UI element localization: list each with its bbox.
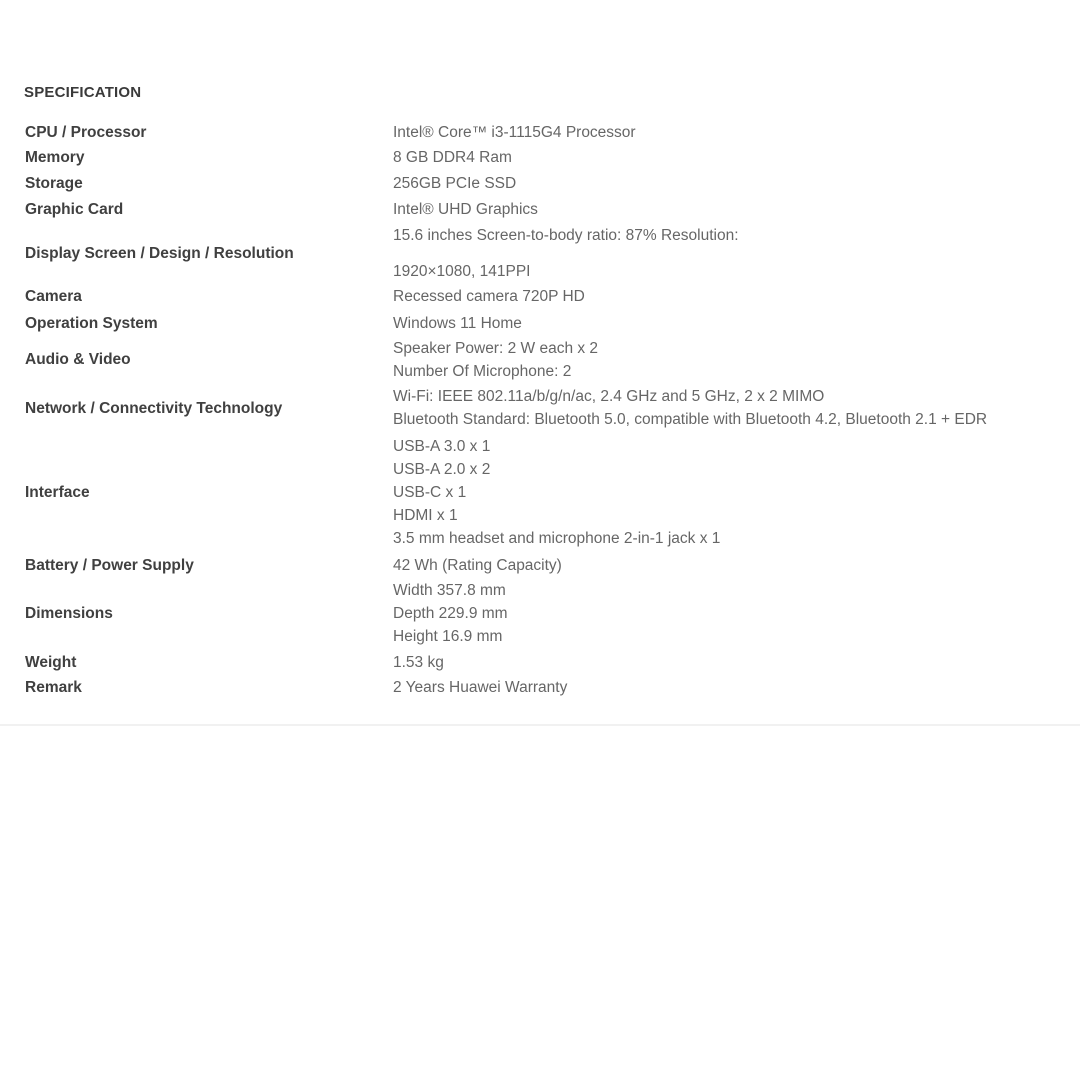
spec-values xyxy=(393,146,1073,169)
spec-row-display xyxy=(0,224,1080,284)
spec-value: USB-C x 1 xyxy=(393,484,467,501)
spec-value: 1920×1080, 141PPI xyxy=(393,263,531,280)
spec-value: USB-A 3.0 x 1 xyxy=(393,438,491,455)
spec-row-storage xyxy=(0,172,1080,195)
spec-value: Width 357.8 mm xyxy=(393,582,506,599)
spec-label: Storage xyxy=(25,175,83,192)
spec-values xyxy=(393,579,1073,648)
spec-label: CPU / Processor xyxy=(25,124,147,141)
spec-label: Operation System xyxy=(25,315,158,332)
section-heading: SPECIFICATION xyxy=(24,84,142,101)
spec-label: Graphic Card xyxy=(25,201,124,218)
spec-values xyxy=(393,385,1073,431)
spec-row-audio-video xyxy=(0,337,1080,383)
spec-value: Number Of Microphone: 2 xyxy=(393,363,572,380)
spec-label: Camera xyxy=(25,288,82,305)
spec-value: Wi-Fi: IEEE 802.11a/b/g/n/ac, 2.4 GHz and 5 GHz, 2 x 2 MIMO xyxy=(393,388,825,405)
spec-value: Height 16.9 mm xyxy=(393,628,503,645)
spec-label: Dimensions xyxy=(25,605,113,622)
spec-value: 15.6 inches Screen-to-body ratio: 87% Resolution: xyxy=(393,227,739,244)
spec-value: Recessed camera 720P HD xyxy=(393,288,585,305)
spec-value: 8 GB DDR4 Ram xyxy=(393,149,512,166)
spec-value: Intel® UHD Graphics xyxy=(393,201,538,218)
spec-values xyxy=(393,224,1073,283)
spec-row-remark xyxy=(0,676,1080,699)
spec-row-graphic-card xyxy=(0,198,1080,221)
spec-label: Weight xyxy=(25,654,77,671)
spec-row-cpu xyxy=(0,121,1080,144)
spec-row-operation-system xyxy=(0,312,1080,335)
spec-value: USB-A 2.0 x 2 xyxy=(393,461,491,478)
spec-value: 2 Years Huawei Warranty xyxy=(393,679,568,696)
spec-label: Remark xyxy=(25,679,82,696)
spec-row-dimensions xyxy=(0,579,1080,648)
spec-row-interface xyxy=(0,435,1080,550)
spec-value: Bluetooth Standard: Bluetooth 5.0, compatible with Bluetooth 4.2, Bluetooth 2.1 + EDR xyxy=(393,411,988,428)
spec-label: Memory xyxy=(25,149,85,166)
spec-label: Display Screen / Design / Resolution xyxy=(25,245,294,262)
spec-values xyxy=(393,676,1073,699)
spec-row-memory xyxy=(0,146,1080,169)
spec-values xyxy=(393,121,1073,144)
spec-values xyxy=(393,554,1073,577)
spec-row-weight xyxy=(0,651,1080,674)
spec-value: Depth 229.9 mm xyxy=(393,605,508,622)
spec-label: Network / Connectivity Technology xyxy=(25,400,283,417)
spec-row-camera xyxy=(0,285,1080,308)
spec-value: 3.5 mm headset and microphone 2-in-1 jack x 1 xyxy=(393,530,721,547)
spec-value: 256GB PCIe SSD xyxy=(393,175,517,192)
spec-values xyxy=(393,651,1073,674)
spec-values xyxy=(393,435,1073,550)
spec-value: Speaker Power: 2 W each x 2 xyxy=(393,340,599,357)
spec-value: 42 Wh (Rating Capacity) xyxy=(393,557,562,574)
spec-values xyxy=(393,312,1073,335)
spec-value: Intel® Core™ i3-1115G4 Processor xyxy=(393,124,636,141)
spec-row-battery xyxy=(0,554,1080,577)
spec-row-network xyxy=(0,385,1080,431)
spec-value: Windows 11 Home xyxy=(393,315,522,332)
spec-value: 1.53 kg xyxy=(393,654,444,671)
spec-values xyxy=(393,285,1073,308)
spec-label: Audio & Video xyxy=(25,351,131,368)
spec-values xyxy=(393,337,1073,383)
spec-label: Battery / Power Supply xyxy=(25,557,194,574)
spec-values xyxy=(393,198,1073,221)
spec-label: Interface xyxy=(25,484,90,501)
spec-value: HDMI x 1 xyxy=(393,507,458,524)
spec-values xyxy=(393,172,1073,195)
